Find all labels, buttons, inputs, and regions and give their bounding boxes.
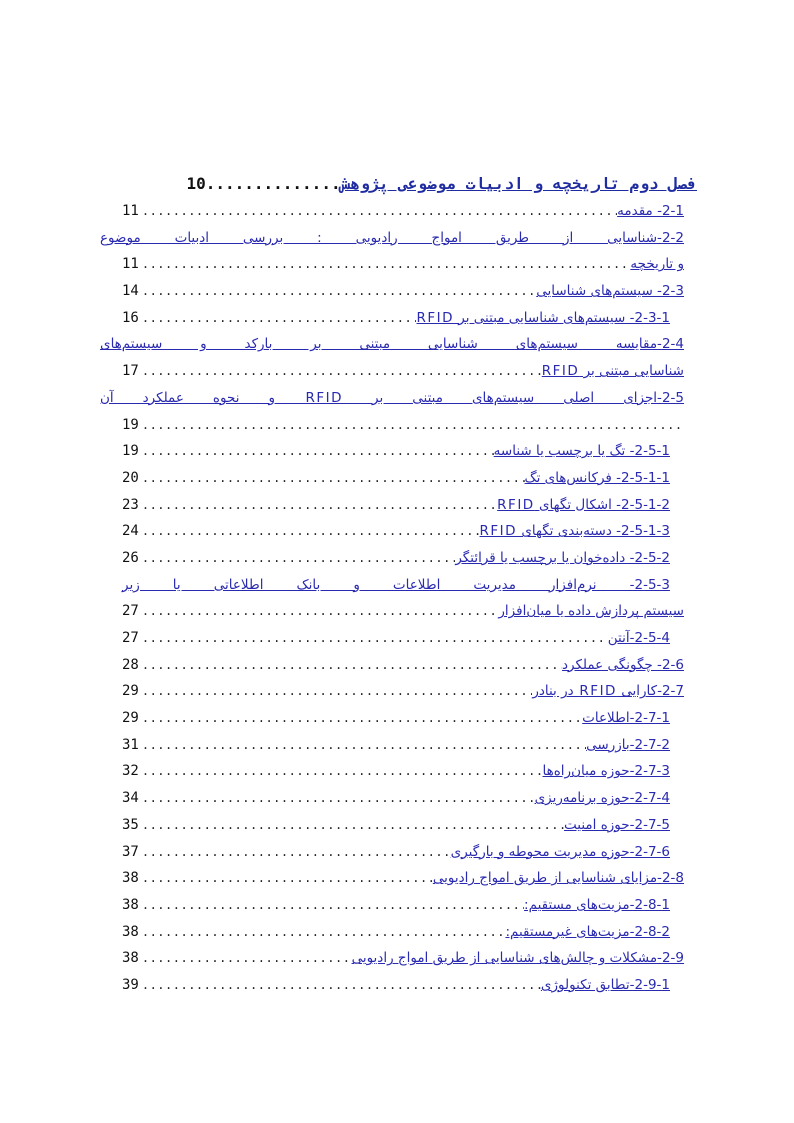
toc-entry-link[interactable]: 2-7-3-حوزه میان‌راه‌ها bbox=[542, 763, 670, 780]
toc-entry-page: 23 bbox=[122, 496, 139, 513]
toc-entry-leader bbox=[141, 678, 532, 705]
toc-entry-page: 28 bbox=[122, 656, 139, 673]
toc-entry-page: 19 bbox=[122, 443, 139, 460]
toc-entry[interactable] bbox=[100, 278, 700, 305]
toc-entry-link[interactable]: و تاریخچه bbox=[630, 256, 684, 273]
toc-entry-link[interactable]: 2-9-1-تطابق تکنولوژی bbox=[540, 976, 670, 993]
toc-entry-link[interactable]: 2-6- چگونگی عملکرد bbox=[561, 656, 684, 673]
toc-entry[interactable] bbox=[100, 412, 700, 439]
toc-heading-leader: .............. bbox=[205, 174, 341, 193]
toc-entry-page: 35 bbox=[122, 816, 139, 833]
toc-entry[interactable] bbox=[100, 198, 700, 225]
toc-entry-page: 11 bbox=[122, 256, 139, 273]
toc-entry[interactable] bbox=[100, 732, 700, 759]
toc-entry-leader bbox=[141, 278, 536, 305]
toc-entry[interactable] bbox=[100, 758, 700, 785]
toc-entry-link[interactable]: 2-7-2-بازرسی bbox=[586, 736, 670, 753]
toc-entry-leader bbox=[141, 945, 352, 972]
toc-entry-link[interactable]: 2-5-3- نرم‌افزار مدیریت اطلاعات و بانک اطلاعاتی یا زیر bbox=[122, 576, 670, 593]
toc-entry-page: 37 bbox=[122, 843, 139, 860]
toc-entry-link[interactable]: 2-5-1- تگ یا برچسب یا شناسه bbox=[493, 443, 670, 460]
toc-entry-link[interactable]: 2-7-4-حوزه برنامه‌ریزی bbox=[534, 790, 670, 807]
toc-entry-leader bbox=[141, 358, 542, 385]
toc-entry-leader bbox=[141, 839, 451, 866]
toc-entry-leader bbox=[141, 438, 494, 465]
toc-entry[interactable] bbox=[100, 598, 700, 625]
toc-entry[interactable] bbox=[100, 865, 700, 892]
toc-entry-leader bbox=[141, 732, 586, 759]
toc-entry-page: 16 bbox=[122, 309, 139, 326]
toc-entry-leader bbox=[141, 652, 562, 679]
toc-entry[interactable] bbox=[100, 385, 700, 412]
toc-entry-page: 29 bbox=[122, 683, 139, 700]
toc-entry-page: 39 bbox=[122, 976, 139, 993]
toc-entry[interactable] bbox=[100, 518, 700, 545]
toc-entry[interactable] bbox=[100, 945, 700, 972]
toc-entry[interactable] bbox=[100, 625, 700, 652]
toc-entry-leader bbox=[141, 198, 617, 225]
toc-entry-link[interactable]: 2-5-1-2- اشکال تگهای RFID bbox=[497, 496, 670, 513]
toc-entry[interactable] bbox=[100, 812, 700, 839]
toc-entry-leader bbox=[141, 412, 684, 439]
toc-entry[interactable] bbox=[100, 839, 700, 866]
toc-entry-page: 24 bbox=[122, 523, 139, 540]
toc-entry-link[interactable]: 2-7-5-حوزه امنیت bbox=[564, 816, 670, 833]
toc-entry-link[interactable]: سیستم پردازش داده یا میان‌افزار bbox=[498, 603, 684, 620]
toc-entry-page: 38 bbox=[122, 870, 139, 887]
toc-entry-leader bbox=[141, 865, 433, 892]
toc-entry[interactable] bbox=[100, 785, 700, 812]
toc-entry-page: 26 bbox=[122, 549, 139, 566]
toc-entry-link[interactable]: 2-2-شناسایی از طریق امواج رادیویی : بررسی ادبیات موضوع bbox=[100, 229, 684, 246]
toc-entry-page: 38 bbox=[122, 896, 139, 913]
toc-entry[interactable] bbox=[100, 705, 700, 732]
toc-entry-page: 20 bbox=[122, 469, 139, 486]
toc-entry-link[interactable]: 2-5-2- داده‌خوان یا برچسب یا قرائتگر bbox=[455, 549, 670, 566]
table-of-contents bbox=[100, 170, 700, 999]
toc-entry-leader bbox=[141, 598, 499, 625]
toc-entry[interactable] bbox=[100, 919, 700, 946]
toc-entry-page: 19 bbox=[122, 416, 139, 433]
toc-entry[interactable] bbox=[100, 358, 700, 385]
toc-entry[interactable] bbox=[100, 492, 700, 519]
toc-entry-link[interactable]: 2-5-4-آنتن bbox=[607, 630, 670, 646]
toc-entry[interactable] bbox=[100, 331, 700, 358]
toc-entry-page: 38 bbox=[122, 950, 139, 967]
toc-entry-link[interactable]: 2-9-مشکلات و چالش‌های شناسایی از طریق امواج رادیویی bbox=[351, 950, 684, 967]
toc-entry-link[interactable]: 2-4-مقایسه سیستم‌های شناسایی مبتنی بر بارکد و سیستم‌های bbox=[100, 336, 684, 353]
toc-entry-page: 17 bbox=[122, 363, 139, 380]
toc-entry[interactable] bbox=[100, 572, 700, 599]
toc-entry-link[interactable]: 2-1- مقدمه bbox=[617, 203, 684, 219]
toc-entry[interactable] bbox=[100, 438, 700, 465]
toc-entry[interactable] bbox=[100, 652, 700, 679]
toc-entry-leader bbox=[141, 785, 535, 812]
toc-entry-link[interactable]: 2-3-1- سیستم‌های شناسایی مبتنی بر RFID bbox=[416, 309, 670, 326]
toc-entry-leader bbox=[141, 758, 543, 785]
toc-entry[interactable] bbox=[100, 892, 700, 919]
toc-entry-link[interactable]: 2-5-1-1- فرکانس‌های تگ bbox=[524, 469, 670, 486]
toc-entry-leader bbox=[141, 305, 417, 332]
toc-entry-page: 11 bbox=[122, 203, 139, 219]
toc-entry-leader bbox=[141, 919, 506, 946]
toc-entry-page: 38 bbox=[122, 923, 139, 940]
toc-entry-page: 34 bbox=[122, 790, 139, 807]
toc-heading-link[interactable]: فصل دوم تاریخچه و ادبیات موضوعی پژوهش bbox=[340, 174, 697, 193]
toc-entry-link[interactable]: 2-5-1-3- دسته‌بندی تگهای RFID bbox=[479, 523, 670, 540]
toc-entry-page: 27 bbox=[122, 630, 139, 646]
toc-entry-leader bbox=[141, 465, 525, 492]
toc-entry-page: 27 bbox=[122, 603, 139, 620]
toc-entries bbox=[100, 198, 700, 999]
toc-entry-leader bbox=[141, 812, 564, 839]
toc-entry-leader bbox=[141, 972, 541, 999]
toc-entry-link[interactable]: 2-7-6-حوزه مدیریت محوطه و بارگیری bbox=[450, 843, 670, 860]
toc-entry[interactable] bbox=[100, 225, 700, 252]
toc-entry[interactable] bbox=[100, 678, 700, 705]
toc-entry[interactable] bbox=[100, 465, 700, 492]
toc-entry-page: 14 bbox=[122, 283, 139, 300]
toc-entry-leader bbox=[141, 545, 455, 572]
toc-entry-leader bbox=[141, 705, 582, 732]
toc-entry-link[interactable]: 2-3- سیستم‌های شناسایی bbox=[536, 283, 684, 300]
toc-entry-leader bbox=[141, 251, 631, 278]
toc-entry-leader bbox=[141, 625, 608, 652]
toc-entry-leader bbox=[141, 892, 524, 919]
toc-entry-page: 32 bbox=[122, 763, 139, 780]
toc-entry-link[interactable]: 2-7-1-اطلاعات bbox=[582, 710, 670, 727]
toc-heading[interactable] bbox=[100, 170, 700, 198]
toc-entry-page: 31 bbox=[122, 736, 139, 753]
toc-heading-page: 10 bbox=[186, 174, 206, 193]
toc-entry-leader bbox=[141, 492, 497, 519]
toc-entry-link[interactable]: 2-8-مزایای شناسایی از طریق امواج رادیویی bbox=[432, 870, 684, 887]
toc-entry-page: 29 bbox=[122, 710, 139, 727]
toc-entry-link[interactable]: شناسایی مبتنی بر RFID bbox=[541, 363, 684, 380]
toc-entry-link[interactable]: 2-5-اجزای اصلی سیستم‌های مبتنی بر RFID و نحوه عملکرد آن bbox=[100, 389, 684, 406]
toc-entry-link[interactable]: 2-8-1-مزیت‌های مستقیم: bbox=[524, 896, 670, 913]
toc-entry[interactable] bbox=[100, 545, 700, 572]
toc-entry-link[interactable]: 2-7-کارایی RFID در بنادر bbox=[532, 683, 684, 700]
toc-entry[interactable] bbox=[100, 305, 700, 332]
toc-entry-link[interactable]: 2-8-2-مزیت‌های غیرمستقیم: bbox=[505, 923, 670, 940]
toc-entry-leader bbox=[141, 518, 480, 545]
toc-entry[interactable] bbox=[100, 972, 700, 999]
toc-entry[interactable] bbox=[100, 251, 700, 278]
